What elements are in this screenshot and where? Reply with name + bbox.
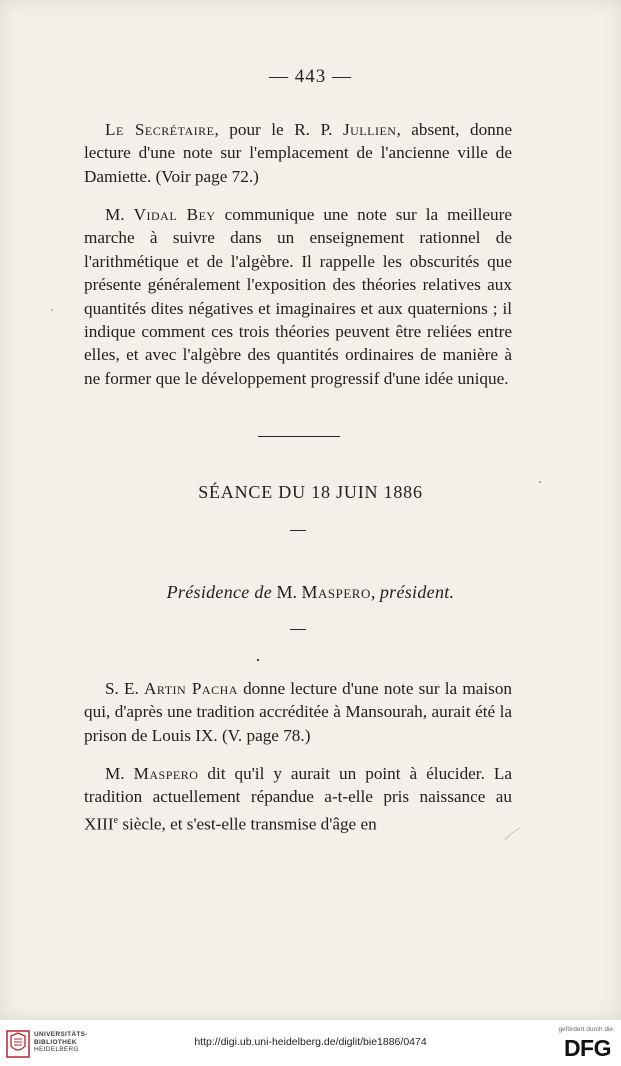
paragraph-secretaire: Le Secrétaire, pour le R. P. Jullien, absent, donne lecture d'une note sur l'emplacement de l'ancienne ville de Damiette. (Voir page 72.) (84, 120, 512, 186)
university-library-label: UNIVERSITÄTS- BIBLIOTHEK HEIDELBERG (34, 1031, 88, 1053)
presidence-line: Présidence de M. Maspero, président. (166, 582, 455, 602)
name-artin-pacha: Artin Pacha (144, 679, 238, 698)
dfg-logo: DFG (563, 1035, 611, 1061)
paragraph-artin-pacha: S. E. Artin Pacha donne lecture d'une note sur la maison qui, d'après une tradition accréditée à Mansourah, aurait été la prison de Louis IX. (V. page 78.) (84, 679, 513, 745)
name-jullien: Jullien (342, 120, 397, 139)
name-maspero: Maspero (301, 582, 371, 602)
document-url[interactable]: http://digi.ub.uni-heidelberg.de/diglit/bie1886/0474 (194, 1036, 427, 1048)
dfg-caption: gefördert durch die (558, 1026, 613, 1033)
footer-bar (0, 1020, 621, 1066)
seance-heading: SÉANCE DU 18 JUIN 1886 (198, 482, 423, 502)
name-secretaire: Le Secrétaire (105, 120, 215, 139)
page-number: — 443 — (269, 66, 352, 87)
paragraph-maspero: M. Maspero dit qu'il y aurait un point à élucider. La tradition actuellement répandue a-t-elle pris naissance au XIIIe siècle, et s'est-elle transmise d'âge en (84, 764, 512, 834)
name-vidal-bey: Vidal Bey (133, 205, 216, 224)
paragraph-vidal-bey: M. Vidal Bey communique une note sur la meilleure marche à suivre dans un enseignement rationnel de l'arithmétique et de l'algèbre. Il rappelle les obscurités que présente généralement l'exposition des théories relatives aux quantités dites négatives et imaginaires et aux quaternions ; il indique comment ces trois théories peuvent être reliées entre elles, et avec l'algèbre des quantités ordinaires de manière à ne former que le développement progressif d'une idée unique. (84, 205, 512, 388)
name-maspero-2: Maspero (133, 764, 199, 783)
